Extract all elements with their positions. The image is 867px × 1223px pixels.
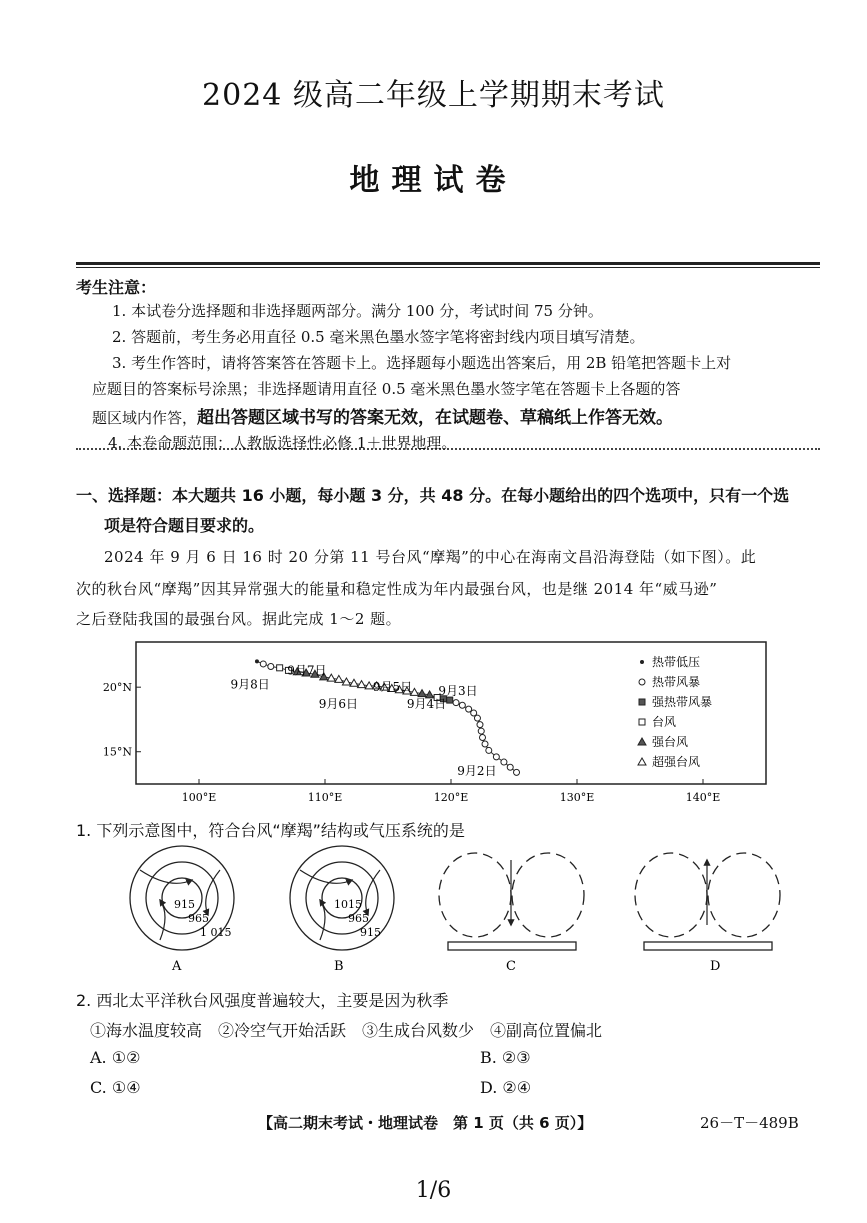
track-point xyxy=(268,664,274,670)
legend-label: 热带低压 xyxy=(652,655,701,669)
passage-line-2: 次的秋台风“摩羯”因其异常强大的能量和稳定性成为年内最强台风，也是继 2014 年“威马逊” xyxy=(76,580,718,598)
question-2-option-a: A. ①② xyxy=(90,1048,141,1067)
notice-heading: 考生注意： xyxy=(76,278,157,297)
legend-marker xyxy=(639,719,645,725)
track-point xyxy=(514,769,520,775)
date-label: 9月8日 xyxy=(230,677,270,692)
passage-line-1: 2024 年 9 月 6 日 16 时 20 分第 11 号台风“摩羯”的中心在海南文昌沿海登陆（如下图）。此 xyxy=(104,548,757,566)
exam-subtitle: 地理试卷 xyxy=(349,163,518,198)
legend-marker xyxy=(638,758,646,765)
date-label: 9月6日 xyxy=(318,696,358,711)
track-point xyxy=(277,665,283,671)
date-label: 9月3日 xyxy=(438,683,478,698)
track-point xyxy=(260,661,266,667)
date-labels xyxy=(231,663,497,778)
x-tick-label: 110°E xyxy=(307,791,343,804)
notice-item-2: 2. 答题前，考生务必用直径 0.5 毫米黑色墨水签字笔将密封线内项目填写清楚。 xyxy=(112,328,645,346)
date-label: 9月5日 xyxy=(372,680,413,695)
track-point xyxy=(482,741,488,747)
chart-legend xyxy=(638,654,712,769)
section-title-cont: 项是符合题目要求的。 xyxy=(104,516,265,535)
y-tick-label: 20°N xyxy=(102,681,132,695)
track-point xyxy=(477,722,483,728)
question-2-option-d: D. ②④ xyxy=(480,1078,532,1097)
pressure-value: 1015 xyxy=(334,898,362,911)
legend-label: 强台风 xyxy=(652,735,689,749)
pressure-value: 965 xyxy=(348,912,369,925)
circulation-cell xyxy=(512,853,584,937)
track-point xyxy=(478,728,484,734)
date-label: 9月4日 xyxy=(406,696,447,711)
circulation-cell xyxy=(635,853,707,937)
date-label: 9月2日 xyxy=(457,763,497,778)
question-2-option-b: B. ②③ xyxy=(480,1048,531,1067)
section-title: 一、选择题：本大题共 16 小题，每小题 3 分，共 48 分。在每小题给出的四个选项中，只有一个选 xyxy=(76,486,790,505)
pressure-value: 965 xyxy=(188,912,209,925)
question-1-diagrams xyxy=(120,840,790,975)
legend-label: 台风 xyxy=(652,715,677,729)
track-point xyxy=(255,659,259,663)
diagram-c xyxy=(439,853,584,974)
notice-item-3-end xyxy=(92,403,673,428)
question-2-statements: ①海水温度较高 ②冷空气开始活跃 ③生成台风数少 ④副高位置偏北 xyxy=(90,1021,603,1040)
track-point xyxy=(466,706,472,712)
track-point xyxy=(486,747,492,753)
option-label-c: C xyxy=(506,959,516,974)
track-point xyxy=(493,754,499,760)
x-tick-label: 100°E xyxy=(181,791,217,804)
x-tick-label: 130°E xyxy=(559,791,595,804)
track-point xyxy=(459,702,465,708)
passage-line-3: 之后登陆我国的最强台风。据此完成 1～2 题。 xyxy=(76,610,402,628)
legend-label: 超强台风 xyxy=(652,755,701,769)
wind-arrow xyxy=(300,870,352,883)
circulation-cell xyxy=(708,853,780,937)
notice-item-1: 1. 本试卷分选择题和非选择题两部分。满分 100 分，考试时间 75 分钟。 xyxy=(112,302,603,320)
ground-surface xyxy=(644,942,772,950)
legend-label: 强热带风暴 xyxy=(652,695,713,709)
pressure-value: 915 xyxy=(360,926,381,939)
question-1-stem: 1. 下列示意图中，符合台风“摩羯”结构或气压系统的是 xyxy=(76,821,465,840)
page-footer: 【高二期末考试・地理试卷 第 1 页（共 6 页）】 xyxy=(258,1114,593,1132)
circulation-cell xyxy=(439,853,511,937)
diagram-a xyxy=(130,846,234,974)
header-rule-thin xyxy=(76,267,820,268)
ground-surface xyxy=(448,942,576,950)
track-point xyxy=(447,697,453,703)
exam-title: 2024 级高二年级上学期期末考试 xyxy=(202,78,665,113)
legend-label: 热带风暴 xyxy=(652,675,701,689)
question-2-stem: 2. 西北太平洋秋台风强度普遍较大，主要是因为秋季 xyxy=(76,991,449,1010)
diagram-b xyxy=(290,846,394,974)
pressure-value: 915 xyxy=(174,898,195,911)
paper-code: 26－T－489B xyxy=(700,1114,799,1132)
option-label-d: D xyxy=(710,959,721,974)
notice-item-4: 4. 本卷命题范围：人教版选择性必修 1＋世界地理。 xyxy=(108,434,457,452)
pressure-value: 1 015 xyxy=(200,926,232,939)
track-point xyxy=(480,735,486,741)
notice-emphasis: 超出答题区域书写的答案无效，在试题卷、草稿纸上作答无效。 xyxy=(197,408,674,428)
track-point xyxy=(453,700,459,706)
legend-marker xyxy=(639,679,645,685)
diagram-d xyxy=(635,853,780,974)
track-point xyxy=(507,764,513,770)
notice-item-3-tail: 题区域内作答， xyxy=(92,409,198,427)
date-label: 9月7日 xyxy=(287,663,327,678)
legend-marker xyxy=(640,660,644,664)
legend-marker xyxy=(639,699,645,705)
header-rule-thick xyxy=(76,262,820,265)
y-tick-label: 15°N xyxy=(102,745,132,759)
notice-item-3: 3. 考生作答时，请将答案答在答题卡上。选择题每小题选出答案后，用 2B 铅笔把答题卡上对 xyxy=(112,354,732,372)
option-label-b: B xyxy=(334,959,344,974)
typhoon-track-chart xyxy=(102,640,770,810)
track-point xyxy=(501,759,507,765)
wind-arrow xyxy=(140,870,192,883)
page-number: 1/6 xyxy=(415,1178,452,1203)
notice-item-3-cont: 应题目的答案标号涂黑；非选择题请用直径 0.5 毫米黑色墨水签字笔在答题卡上各题的答 xyxy=(92,380,681,398)
x-tick-label: 120°E xyxy=(433,791,469,804)
question-2-option-c: C. ①④ xyxy=(90,1078,141,1097)
legend-marker xyxy=(638,738,646,745)
x-tick-label: 140°E xyxy=(685,791,721,804)
option-label-a: A xyxy=(172,959,182,974)
